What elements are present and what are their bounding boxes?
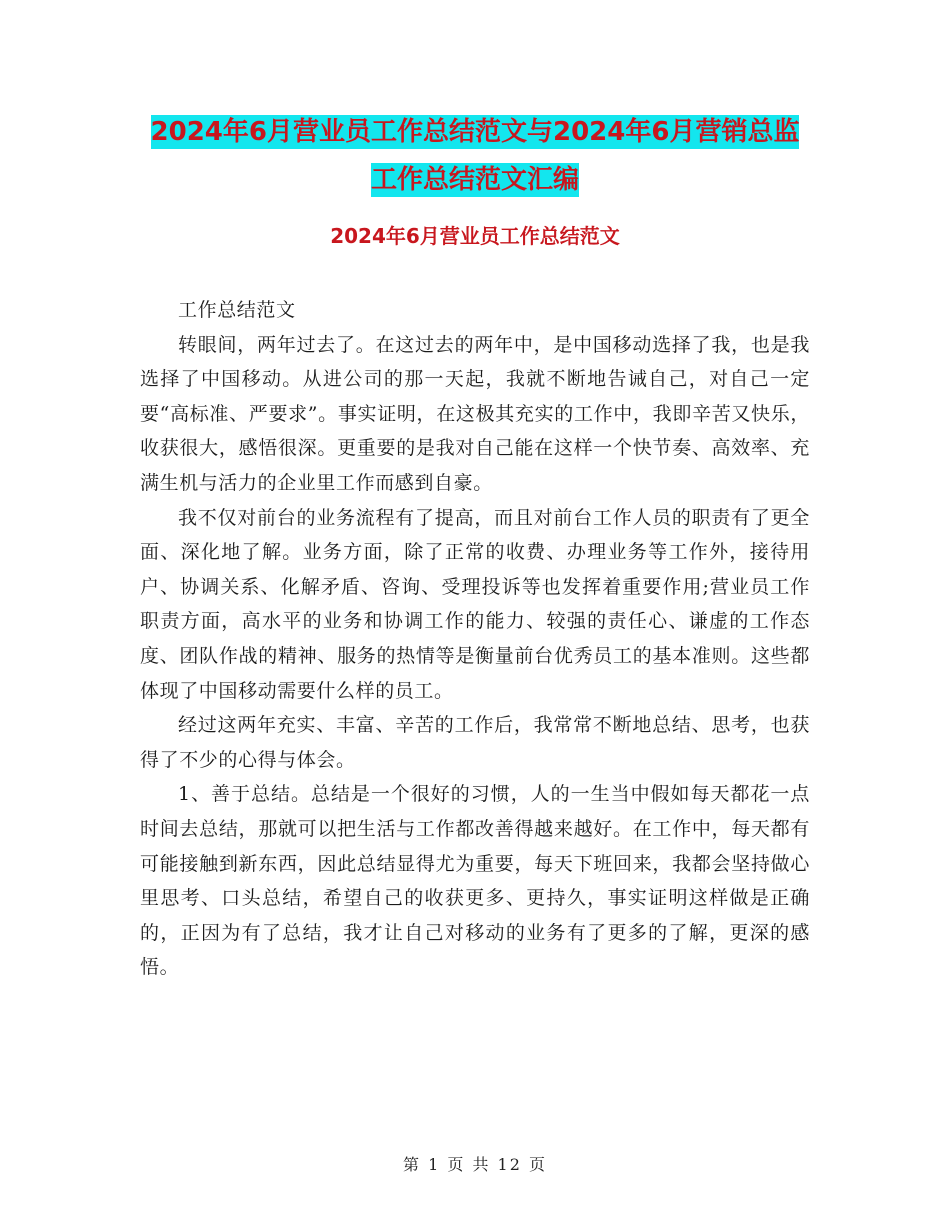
section-title: 2024年6月营业员工作总结范文 [330, 224, 620, 248]
paragraph: 经过这两年充实、丰富、辛苦的工作后，我常常不断地总结、思考，也获得了不少的心得与体会。 [140, 714, 810, 771]
paragraph: 我不仅对前台的业务流程有了提高，而且对前台工作人员的职责有了更全面、深化地了解。业务方面，除了正常的收费、办理业务等工作外，接待用户、协调关系、化解矛盾、咨询、受理投诉等也发挥着重要作用;营业员工作职责方面，高水平的业务和协调工作的能力、较强的责任心、谦虚的工作态度、团队作战的精神、服务的热情等是衡量前台优秀员工的基本准则。这些都体现了中国移动需要什么样的员工。 [140, 506, 810, 702]
document-title-highlight: 2024年6月营业员工作总结范文与2024年6月营销总监工作总结范文汇编 [150, 117, 800, 195]
document-body [140, 293, 810, 985]
paragraph: 1、善于总结。总结是一个很好的习惯，人的一生当中假如每天都花一点时间去总结，那就可以把生活与工作都改善得越来越好。在工作中，每天都有可能接触到新东西，因此总结显得尤为重要，每天下班回来，我都会坚持做心里思考、口头总结，希望自己的收获更多、更持久，事实证明这样做是正确的，正因为有了总结，我才让自己对移动的业务有了更多的了解，更深的感悟。 [140, 783, 810, 979]
paragraph: 转眼间，两年过去了。在这过去的两年中，是中国移动选择了我，也是我选择了中国移动。从进公司的那一天起，我就不断地告诫自己，对自己一定要“高标准、严要求”。事实证明，在这极其充实的工作中，我即辛苦又快乐，收获很大，感悟很深。更重要的是我对自己能在这样一个快节奏、高效率、充满生机与活力的企业里工作而感到自豪。 [140, 333, 810, 494]
page-footer: 第 1 页 共 12 页 [403, 1155, 547, 1174]
document-title [140, 108, 810, 204]
paragraph-label: 工作总结范文 [178, 299, 296, 321]
